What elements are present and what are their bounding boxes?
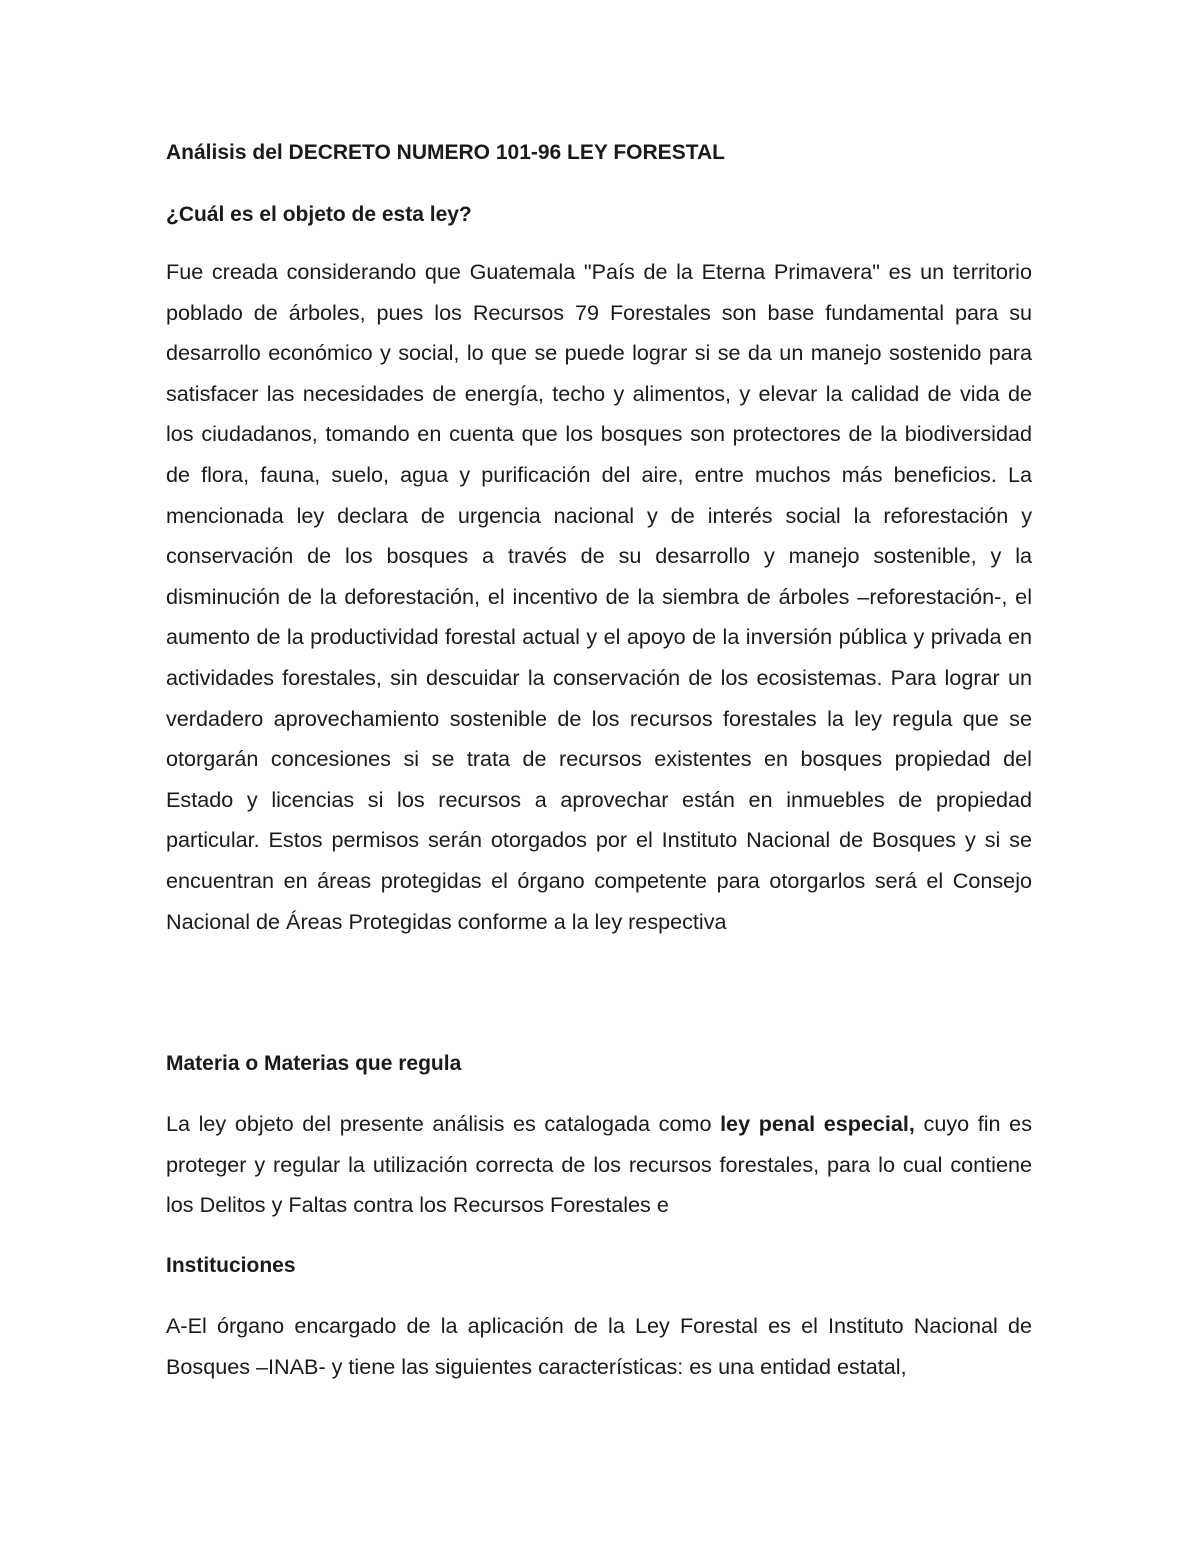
section-heading-objeto: ¿Cuál es el objeto de esta ley? (166, 203, 472, 226)
section-body-instituciones: A-El órgano encargado de la aplicación de la Ley Forestal es el Instituto Nacional de Bosques –INAB- y tiene las siguientes características: es una entidad estatal, (166, 1313, 1032, 1379)
document-title: Análisis del DECRETO NUMERO 101-96 LEY FORESTAL (166, 141, 725, 164)
section-body-materias (166, 1104, 1032, 1226)
section-heading-instituciones: Instituciones (166, 1254, 296, 1277)
section-body-objeto: Fue creada considerando que Guatemala "País de la Eterna Primavera" es un territorio poblado de árboles, pues los Recursos 79 Forestales son base fundamental para su desarrollo económico y social, lo que se puede lograr si se da un manejo sostenido para satisfacer las necesidades de energía, techo y alimentos, y elevar la calidad de vida de los ciudadanos, tomando en cuenta que los bosques son protectores de la biodiversidad de flora, fauna, suelo, agua y purificación del aire, entre muchos más beneficios. La mencionada ley declara de urgencia nacional y de interés social la reforestación y conservación de los bosques a través de su desarrollo y manejo sostenible, y la disminución de la deforestación, el incentivo de la siembra de árboles –reforestación-, el aumento de la productividad forestal actual y el apoyo de la inversión pública y privada en actividades forestales, sin descuidar la conservación de los ecosistemas. Para lograr un verdadero aprovechamiento sostenible de los recursos forestales la ley regula que se otorgarán concesiones si se trata de recursos existentes en bosques propiedad del Estado y licencias si los recursos a aprovechar están en inmuebles de propiedad particular. Estos permisos serán otorgados por el Instituto Nacional de Bosques y si se encuentran en áreas protegidas el órgano competente para otorgarlos será el Consejo Nacional de Áreas Protegidas conforme a la ley respectiva (166, 259, 1032, 934)
section-heading-materias: Materia o Materias que regula (166, 1052, 462, 1075)
materias-text-bold: ley penal especial, (720, 1111, 915, 1136)
materias-text-end: cuyo fin es proteger y regular la utilización correcta de los recursos forestales, para lo cual contiene los Delitos y Faltas contra los Recursos Forestales e (166, 1111, 1032, 1218)
materias-text-start: La ley objeto del presente análisis es catalogada como (166, 1111, 721, 1136)
